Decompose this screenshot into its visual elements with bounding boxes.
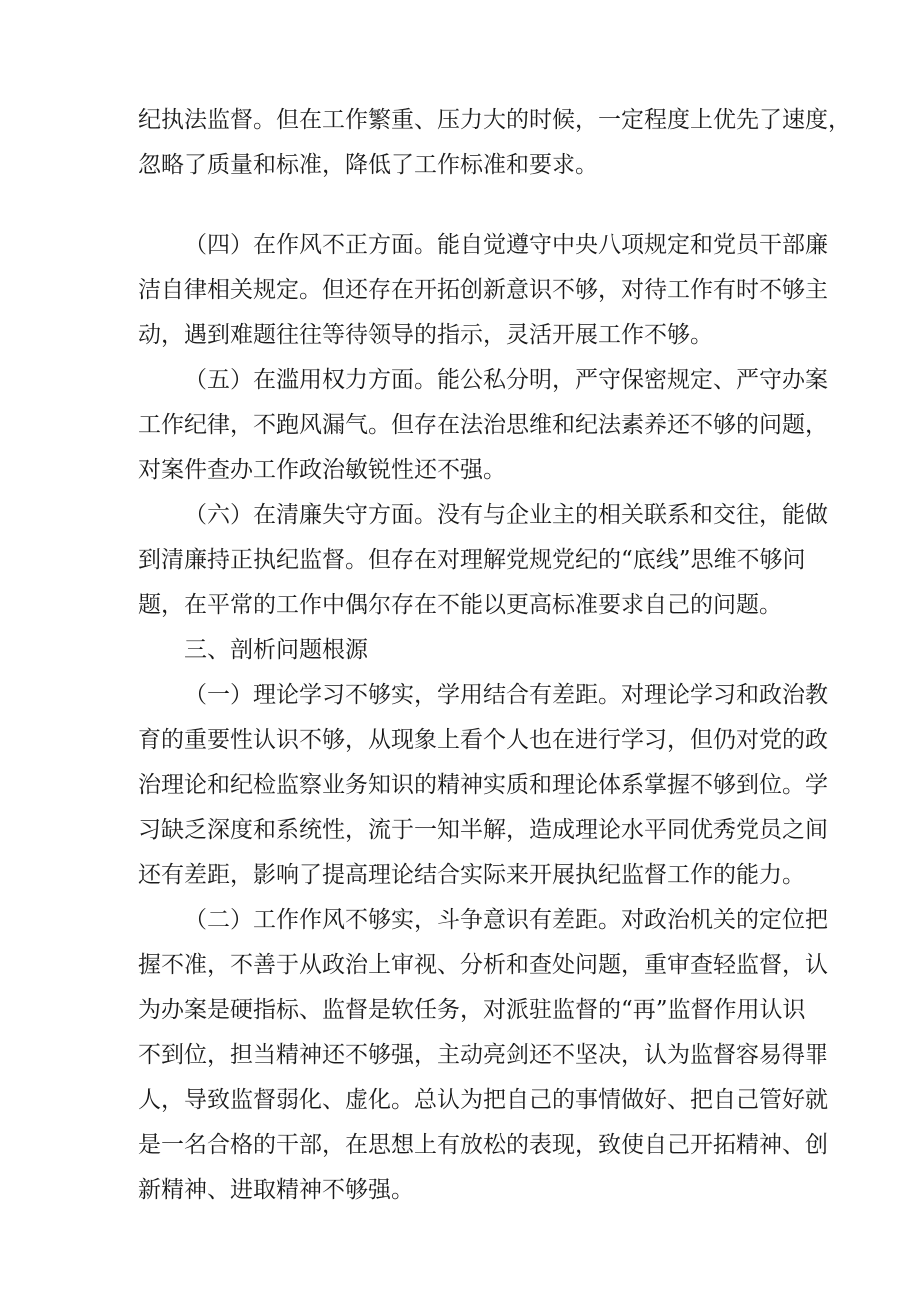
paragraph-line: 育的重要性认识不够，从现象上看个人也在进行学习，但仍对党的政 bbox=[138, 727, 828, 753]
paragraph-line: 是一名合格的干部，在思想上有放松的表现，致使自己开拓精神、创 bbox=[138, 1132, 828, 1158]
paragraph-line: （一）理论学习不够实，学用结合有差距。对理论学习和政治教 bbox=[184, 682, 828, 708]
paragraph-line: 到清廉持正执纪监督。但存在对理解党规党纪的“底线”思维不够问 bbox=[138, 547, 806, 573]
paragraph-line: 不到位，担当精神还不够强，主动亮剑还不坚决，认为监督容易得罪 bbox=[138, 1042, 828, 1068]
paragraph-line: 为办案是硬指标、监督是软任务，对派驻监督的“再”监督作用认识 bbox=[138, 997, 806, 1023]
paragraph-line: 新精神、进取精神不够强。 bbox=[138, 1177, 414, 1203]
paragraph-line: 动，遇到难题往往等待领导的指示，灵活开展工作不够。 bbox=[138, 322, 713, 348]
paragraph-line: 还有差距，影响了提高理论结合实际来开展执纪监督工作的能力。 bbox=[138, 862, 805, 888]
paragraph-line: 握不准，不善于从政治上审视、分析和查处问题，重审查轻监督，认 bbox=[138, 952, 828, 978]
paragraph-line: （四）在作风不正方面。能自觉遵守中央八项规定和党员干部廉 bbox=[184, 232, 828, 258]
paragraph-line: （五）在滥用权力方面。能公私分明，严守保密规定、严守办案 bbox=[184, 367, 828, 393]
paragraph-line: 忽略了质量和标准，降低了工作标准和要求。 bbox=[138, 152, 598, 178]
section-heading: 三、剖析问题根源 bbox=[184, 637, 368, 663]
paragraph-line: 纪执法监督。但在工作繁重、压力大的时候，一定程度上优先了速度， bbox=[138, 107, 851, 133]
paragraph-line: 治理论和纪检监察业务知识的精神实质和理论体系掌握不够到位。学 bbox=[138, 772, 828, 798]
paragraph-line: 人，导致监督弱化、虚化。总认为把自己的事情做好、把自己管好就 bbox=[138, 1087, 828, 1113]
paragraph-line: 题，在平常的工作中偶尔存在不能以更高标准要求自己的问题。 bbox=[138, 592, 782, 618]
paragraph-line: （六）在清廉失守方面。没有与企业主的相关联系和交往，能做 bbox=[184, 502, 828, 528]
paragraph-line: （二）工作作风不够实，斗争意识有差距。对政治机关的定位把 bbox=[184, 907, 828, 933]
paragraph-line: 洁自律相关规定。但还存在开拓创新意识不够，对待工作有时不够主 bbox=[138, 277, 828, 303]
paragraph-line: 习缺乏深度和系统性，流于一知半解，造成理论水平同优秀党员之间 bbox=[138, 817, 828, 843]
paragraph-line: 对案件查办工作政治敏锐性还不强。 bbox=[138, 457, 506, 483]
paragraph-line: 工作纪律，不跑风漏气。但存在法治思维和纪法素养还不够的问题， bbox=[138, 412, 828, 438]
